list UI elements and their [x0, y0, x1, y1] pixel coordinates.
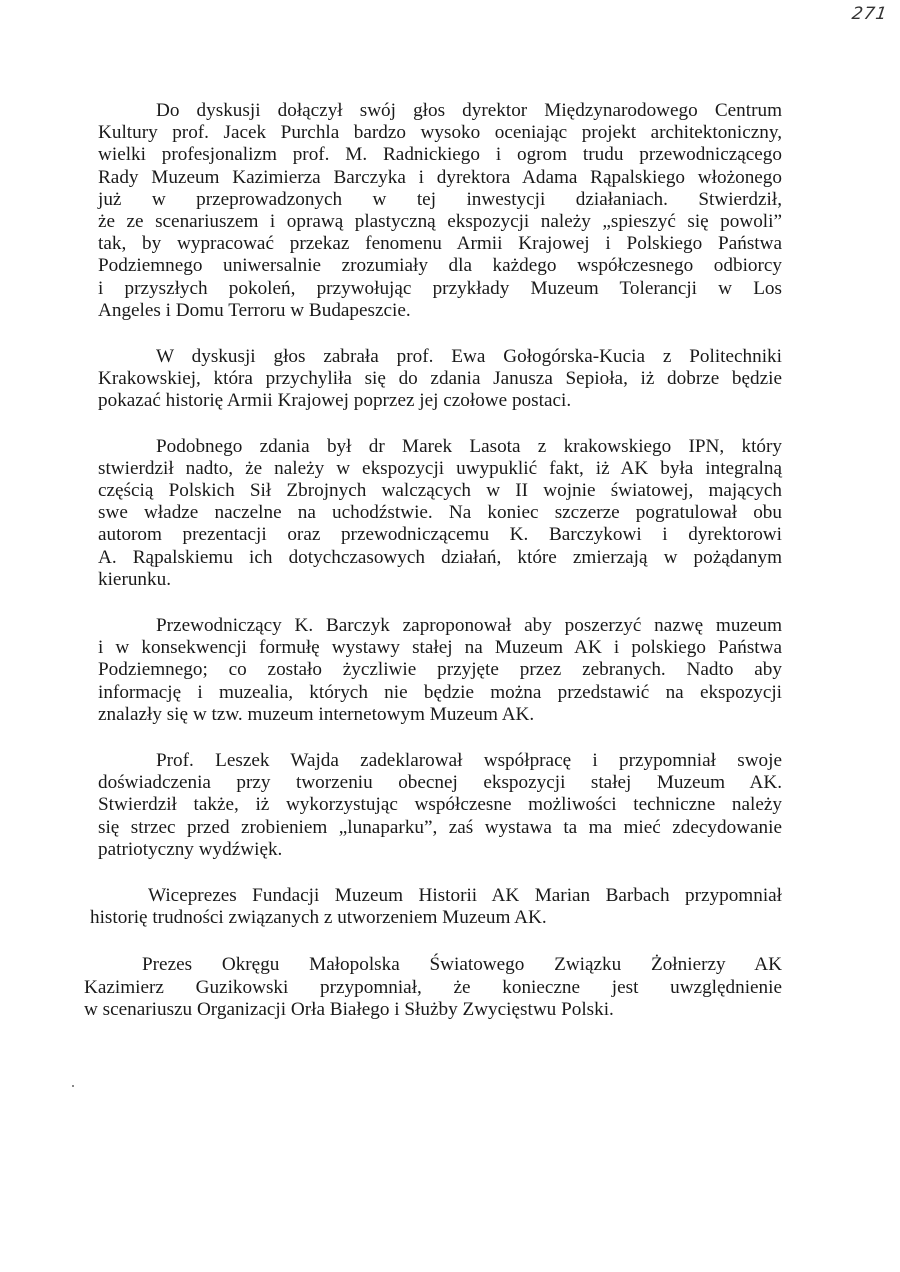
- text-line: doświadczenia przy tworzeniu obecnej ekspozycji stałej Muzeum AK.: [98, 772, 782, 794]
- text-line: i przyszłych pokoleń, przywołując przykłady Muzeum Tolerancji w Los: [98, 277, 782, 299]
- text-line: wielki profesjonalizm prof. M. Radnickiego i ogrom trudu przewodniczącego: [98, 144, 782, 166]
- text-line: tak, by wypracować przekaz fenomenu Armii Krajowej i Polskiego Państwa: [98, 233, 782, 255]
- text-line: pokazać historię Armii Krajowej poprzez jej czołowe postaci.: [98, 390, 572, 412]
- text-line: A. Rąpalskiemu ich dotychczasowych działań, które zmierzają w pożądanym: [98, 546, 782, 568]
- text-line: Krakowskiej, która przychyliła się do zdania Janusza Sepioła, iż dobrze będzie: [98, 368, 782, 390]
- text-line: Angeles i Domu Terroru w Budapeszcie.: [98, 299, 411, 321]
- paragraph-barczyk: [98, 615, 782, 726]
- text-line: swe władze naczelne na uchodźstwie. Na koniec szczerze pogratulował obu: [98, 502, 782, 524]
- text-line: w scenariuszu Organizacji Orła Białego i Służby Zwycięstwu Polski.: [84, 998, 614, 1020]
- paragraph-barbach: [90, 885, 782, 929]
- text-line: Podziemnego uniwersalnie zrozumiały dla każdego współczesnego odbiorcy: [98, 255, 782, 277]
- text-line: Kultury prof. Jacek Purchla bardzo wysoko oceniając projekt architektoniczny,: [98, 122, 782, 144]
- text-line: informację i muzealia, których nie będzie można przedstawić na ekspozycji: [98, 681, 782, 703]
- text-line: że ze scenariuszem i oprawą plastyczną ekspozycji należy „spieszyć się powoli”: [98, 211, 782, 233]
- paragraph-gologorska-kucia: [98, 346, 782, 413]
- text-line: Do dyskusji dołączył swój głos dyrektor Międzynarodowego Centrum: [156, 100, 782, 121]
- text-line: stwierdził nadto, że należy w ekspozycji uwypuklić fakt, iż AK była integralną: [98, 457, 782, 479]
- text-line: autorom prezentacji oraz przewodniczącemu K. Barczykowi i dyrektorowi: [98, 524, 782, 546]
- text-line: patriotyczny wydźwięk.: [98, 838, 283, 860]
- text-line: znalazły się w tzw. muzeum internetowym Muzeum AK.: [98, 703, 535, 725]
- text-line: Prezes Okręgu Małopolska Światowego Związku Żołnierzy AK: [142, 954, 782, 976]
- text-line: Podziemnego; co zostało życzliwie przyjęte przez zebranych. Nadto aby: [98, 659, 782, 681]
- paragraph-purchla: [98, 100, 782, 321]
- paragraph-guzikowski: [84, 954, 782, 1021]
- text-line: Rady Muzeum Kazimierza Barczyka i dyrektora Adama Rąpalskiego włożonego: [98, 166, 782, 188]
- text-line: się strzec przed zrobieniem „lunaparku”, zaś wystawa ta ma mieć zdecydowanie: [98, 816, 782, 838]
- text-line: częścią Polskich Sił Zbrojnych walczących w II wojnie światowej, mających: [98, 480, 782, 502]
- text-line: W dyskusji głos zabrała prof. Ewa Gołogórska-Kucia z Politechniki: [156, 346, 782, 367]
- text-line: Stwierdził także, iż wykorzystując współczesne możliwości techniczne należy: [98, 794, 782, 816]
- text-line: już w przeprowadzonych w tej inwestycji działaniach. Stwierdził,: [98, 188, 782, 210]
- text-line: historię trudności związanych z utworzeniem Muzeum AK.: [90, 907, 547, 929]
- text-line: Prof. Leszek Wajda zadeklarował współpracę i przypomniał swoje: [156, 750, 782, 772]
- text-line: Wiceprezes Fundacji Muzeum Historii AK Marian Barbach przypomniał: [148, 885, 782, 907]
- text-line: Przewodniczący K. Barczyk zaproponował aby poszerzyć nazwę muzeum: [156, 615, 782, 637]
- text-line: Podobnego zdania był dr Marek Lasota z krakowskiego IPN, który: [156, 435, 782, 457]
- document-body: [84, 100, 782, 1044]
- page-number: 271: [850, 4, 889, 24]
- text-line: Kazimierz Guzikowski przypomniał, że konieczne jest uwzględnienie: [84, 976, 782, 998]
- text-line: i w konsekwencji formułę wystawy stałej na Muzeum AK i polskiego Państwa: [98, 637, 782, 659]
- text-line: kierunku.: [98, 568, 172, 590]
- scan-speck: [72, 1085, 74, 1087]
- paragraph-wajda: [98, 750, 782, 861]
- paragraph-lasota: [98, 436, 782, 591]
